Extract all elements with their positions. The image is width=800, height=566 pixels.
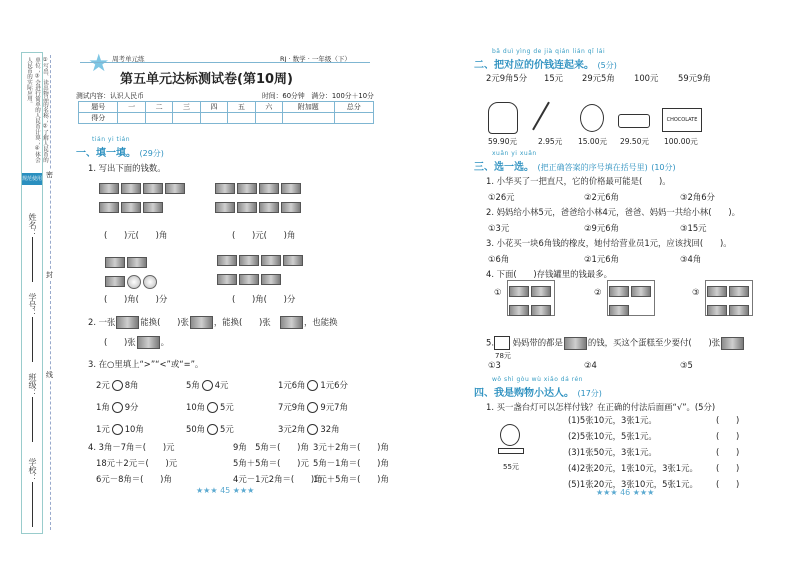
pay-option-1: (1)5张10元，3张1元。 bbox=[568, 415, 657, 425]
coin-icon bbox=[127, 275, 141, 289]
compare-blank[interactable] bbox=[112, 424, 123, 435]
score-head: 二 bbox=[145, 102, 172, 113]
q3-2-text: 2. 妈妈给小林5元，爸爸给小林4元，爸爸、妈妈一共给小林( )。 bbox=[486, 207, 740, 217]
backpack-icon bbox=[488, 102, 518, 134]
q1a-money bbox=[98, 178, 186, 216]
banknote-icon bbox=[280, 316, 303, 329]
compare-blank[interactable] bbox=[307, 402, 318, 413]
lamp-price: 55元 bbox=[503, 463, 519, 471]
field-name: 姓名： bbox=[27, 213, 38, 282]
banknote-icon bbox=[721, 337, 744, 350]
price-bottom-2: 2.95元 bbox=[538, 137, 563, 146]
price-bottom-5: 100.00元 bbox=[664, 137, 698, 146]
q3-row1: 2元 8角 5角 4元 1元6角 1元6分 bbox=[96, 380, 348, 390]
toy-tank-icon bbox=[618, 114, 650, 128]
q3-1-opts: ①26元 ②2元6角 ③2角6分 bbox=[488, 192, 715, 202]
banknote-icon bbox=[281, 183, 301, 194]
score-head: 附加题 bbox=[283, 102, 334, 113]
q3-text: 3. 在○里填上“>”“<”或“=”。 bbox=[88, 359, 204, 369]
q1b-answer[interactable]: ( )元( )角 bbox=[232, 230, 296, 240]
banknote-icon bbox=[165, 183, 185, 194]
sec2-pinyin: bǎ duì yìng de jià qián lián qǐ lái bbox=[492, 48, 606, 55]
banknote-icon bbox=[99, 183, 119, 194]
answer-blank[interactable]: ( ) bbox=[716, 463, 740, 473]
banknote-icon bbox=[217, 255, 237, 266]
banknote-icon bbox=[509, 286, 529, 297]
q3-row3: 1元 10角 50角 5元 3元2角 32角 bbox=[96, 424, 340, 434]
score-head: 题号 bbox=[79, 102, 118, 113]
star-icon: ★ bbox=[88, 49, 110, 77]
header-series: RJ · 数学 · 一年级（下） bbox=[280, 55, 351, 63]
q1c-answer[interactable]: ( )角( )分 bbox=[104, 294, 168, 304]
cake-price: 78元 bbox=[495, 352, 511, 360]
price-top-3: 29元5角 bbox=[582, 73, 615, 83]
q3-3-opts: ①6角 ②1元6角 ③4角 bbox=[488, 254, 702, 264]
score-cell[interactable] bbox=[228, 113, 255, 124]
pay-option-4: (4)2张20元，1张10元，3张1元。 bbox=[568, 463, 698, 473]
banknote-icon bbox=[143, 183, 163, 194]
banknote-icon bbox=[509, 305, 529, 316]
answer-blank[interactable]: ( ) bbox=[716, 479, 740, 489]
q3-row2: 1角 9分 10角 5元 7元9角 9元7角 bbox=[96, 402, 348, 412]
piggy-bank-option-1: ① bbox=[494, 280, 555, 316]
banknote-icon bbox=[707, 286, 727, 297]
score-cell[interactable] bbox=[145, 113, 172, 124]
compare-blank[interactable] bbox=[207, 424, 218, 435]
time-label: 时间：60分钟 满分：100分＋10分 bbox=[262, 92, 374, 100]
score-head: 五 bbox=[228, 102, 255, 113]
banknote-icon bbox=[259, 202, 279, 213]
lamp-base bbox=[498, 448, 524, 454]
q2-line1: 2. 一张 能换( )张 ，能换( )张 ，也能换 bbox=[88, 317, 338, 327]
sec4-heading: 四、我是购物小达人。 (17分) bbox=[474, 388, 602, 399]
banknote-icon bbox=[121, 202, 141, 213]
field-school: 学校： bbox=[27, 458, 38, 527]
score-head: 四 bbox=[200, 102, 227, 113]
answer-blank[interactable]: ( ) bbox=[716, 415, 740, 425]
banknote-icon bbox=[116, 316, 139, 329]
answer-blank[interactable]: ( ) bbox=[716, 447, 740, 457]
pay-option-5: (5)1张20元，3张10元，5张1元。 bbox=[568, 479, 698, 489]
q4-row1: 4. 3角－7角＝( )元 9角 5角＝( )角 3元＋2角＝( )角 bbox=[88, 442, 389, 452]
q3-5-opts: ①3 ②4 ③5 bbox=[488, 360, 693, 370]
q1d-money bbox=[216, 250, 304, 288]
seal-word-2: 封 bbox=[46, 271, 53, 279]
q1d-answer[interactable]: ( )角( )分 bbox=[232, 294, 296, 304]
sec1-heading: 一、填一填。 (29分) bbox=[76, 148, 164, 159]
q3-3-text: 3. 小花买一块6角钱的橡皮，她付给营业员1元，应该找回( )。 bbox=[486, 238, 732, 248]
banknote-icon bbox=[609, 305, 629, 316]
banknote-icon bbox=[105, 276, 125, 287]
banknote-icon bbox=[190, 316, 213, 329]
banknote-icon bbox=[631, 286, 651, 297]
page-number-right: ★★★ 46 ★★★ bbox=[596, 488, 655, 497]
banknote-icon bbox=[609, 286, 629, 297]
chocolate-icon: CHOCOLATE bbox=[662, 108, 702, 132]
q4-1-text: 1. 买一盏台灯可以怎样付钱？在正确的付法后面画“√”。(5分) bbox=[486, 402, 716, 412]
score-head: 六 bbox=[255, 102, 282, 113]
seal-line bbox=[50, 55, 51, 530]
sec4-pinyin: wǒ shì gòu wù xiǎo dá rén bbox=[492, 376, 583, 383]
pen-icon bbox=[532, 102, 550, 131]
page-number-left: ★★★ 45 ★★★ bbox=[196, 486, 255, 495]
header-tag: 周考单元练 bbox=[112, 55, 145, 63]
banknote-icon bbox=[215, 183, 235, 194]
banknote-icon bbox=[729, 305, 749, 316]
score-head: 一 bbox=[118, 102, 145, 113]
binding-sidebar bbox=[21, 52, 48, 534]
score-head: 三 bbox=[173, 102, 200, 113]
q2-line2: ( )张 。 bbox=[104, 337, 170, 347]
sidebar-note: ①写出、读出物品的名称；②了解人民币的单位；③会进行简单的人民币计算；④体会人民币的实际应用。 bbox=[26, 57, 48, 163]
banknote-icon bbox=[239, 255, 259, 266]
sec3-heading: 三、选一选。 (把正确答案的序号填在括号里) (10分) bbox=[474, 162, 676, 173]
banknote-icon bbox=[237, 202, 257, 213]
seal-word-1: 密 bbox=[46, 171, 53, 179]
banknote-icon bbox=[259, 183, 279, 194]
piggy-bank-option-3: ③ bbox=[692, 280, 753, 316]
compare-blank[interactable] bbox=[307, 380, 318, 391]
field-class: 班级： bbox=[27, 373, 38, 442]
banknote-icon bbox=[281, 202, 301, 213]
banknote-icon bbox=[137, 336, 160, 349]
q1b-money bbox=[214, 178, 302, 216]
q3-1-text: 1. 小华买了一把直尺，它的价格最可能是( )。 bbox=[486, 176, 671, 186]
sec1-pinyin: tián yi tián bbox=[92, 136, 131, 143]
q3-4-text: 4. 下面( )存钱罐里的钱最多。 bbox=[486, 269, 613, 279]
banknote-icon bbox=[237, 183, 257, 194]
field-number: 学号： bbox=[27, 293, 38, 362]
score-cell[interactable] bbox=[200, 113, 227, 124]
score-cell[interactable] bbox=[118, 113, 145, 124]
banknote-icon bbox=[99, 202, 119, 213]
score-cell[interactable] bbox=[173, 113, 200, 124]
banknote-icon bbox=[105, 257, 125, 268]
banknote-icon bbox=[531, 286, 551, 297]
sec3-pinyin: xuǎn yi xuǎn bbox=[492, 150, 537, 157]
pay-option-2: (2)5张10元，5张1元。 bbox=[568, 431, 657, 441]
q3-2-opts: ①3元 ②9元6角 ③15元 bbox=[488, 223, 707, 233]
banknote-icon bbox=[121, 183, 141, 194]
price-top-4: 100元 bbox=[634, 73, 659, 83]
score-cell[interactable] bbox=[255, 113, 282, 124]
banknote-icon bbox=[564, 337, 587, 350]
score-cell[interactable] bbox=[334, 113, 373, 124]
compare-blank[interactable] bbox=[202, 380, 213, 391]
compare-blank[interactable] bbox=[307, 424, 318, 435]
q1-text: 1. 写出下面的钱数。 bbox=[88, 163, 166, 173]
price-top-1: 2元9角5分 bbox=[486, 73, 528, 83]
score-cell[interactable] bbox=[283, 113, 334, 124]
piggy-bank-option-2: ② bbox=[594, 280, 655, 316]
banknote-icon bbox=[127, 257, 147, 268]
banknote-icon bbox=[215, 202, 235, 213]
q3-5-text: 5. 妈妈带的都是 的钱，买这个蛋糕至少要付( )张 bbox=[486, 336, 745, 350]
price-bottom-4: 29.50元 bbox=[620, 137, 649, 146]
teddy-bear-icon bbox=[580, 104, 604, 132]
q4-row2: 18元＋2元＝( )元 5角＋5角＝( )元 5角－1角＝( )角 bbox=[96, 458, 389, 468]
coin-icon bbox=[143, 275, 157, 289]
cake-icon bbox=[494, 336, 510, 350]
q1a-answer[interactable]: ( )元( )角 bbox=[104, 230, 168, 240]
banknote-icon bbox=[531, 305, 551, 316]
banknote-icon bbox=[283, 255, 303, 266]
banknote-icon bbox=[707, 305, 727, 316]
banknote-icon bbox=[261, 255, 281, 266]
banknote-icon bbox=[729, 286, 749, 297]
score-label: 得分 bbox=[79, 113, 118, 124]
price-top-2: 15元 bbox=[544, 73, 564, 83]
compare-blank[interactable] bbox=[112, 380, 123, 391]
q4-row3: 6元－8角＝( )角 4元－1元2角＝( )角1元＋5角＝( )角 bbox=[96, 474, 389, 484]
sec2-heading: 二、把对应的价钱连起来。 (5分) bbox=[474, 60, 617, 71]
compare-blank[interactable] bbox=[112, 402, 123, 413]
content-label: 测试内容：认识人民币 bbox=[76, 92, 144, 100]
compare-blank[interactable] bbox=[207, 402, 218, 413]
answer-blank[interactable]: ( ) bbox=[716, 431, 740, 441]
pay-option-3: (3)1张50元，3张1元。 bbox=[568, 447, 657, 457]
desk-lamp-icon bbox=[500, 424, 520, 446]
q1c-money bbox=[104, 252, 158, 290]
sidebar-badge: 规范使用 bbox=[22, 173, 42, 185]
price-bottom-1: 59.90元 bbox=[488, 137, 517, 146]
banknote-icon bbox=[239, 274, 259, 285]
banknote-icon bbox=[217, 274, 237, 285]
page-title: 第五单元达标测试卷(第10周) bbox=[120, 72, 293, 87]
header-rule bbox=[80, 62, 370, 63]
price-top-5: 59元9角 bbox=[678, 73, 711, 83]
seal-word-3: 线 bbox=[46, 371, 53, 379]
banknote-icon bbox=[143, 202, 163, 213]
score-head: 总分 bbox=[334, 102, 373, 113]
score-table bbox=[78, 101, 374, 124]
price-bottom-3: 15.00元 bbox=[578, 137, 607, 146]
banknote-icon bbox=[261, 274, 281, 285]
